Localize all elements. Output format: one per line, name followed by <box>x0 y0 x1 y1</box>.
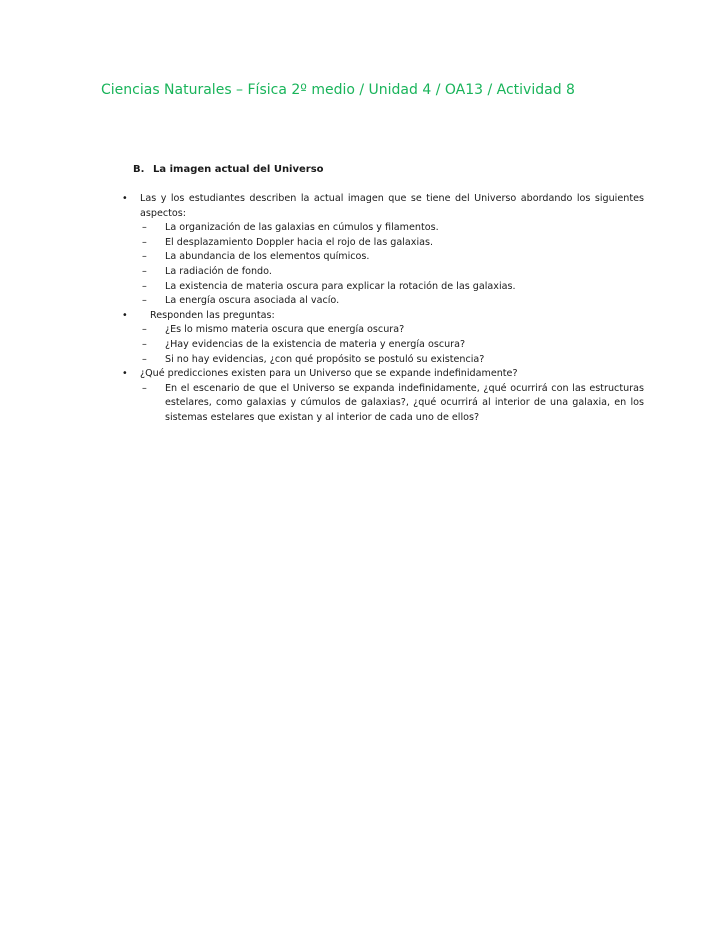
dash-icon: – <box>142 324 147 336</box>
sub-list-item: – ¿Es lo mismo materia oscura que energía oscura? <box>140 323 644 338</box>
bullet-icon: • <box>122 309 128 321</box>
sub-list-item: – La radiación de fondo. <box>140 265 644 280</box>
dash-icon: – <box>142 265 147 277</box>
dash-icon: – <box>142 338 147 350</box>
sub-list-item: – La abundancia de los elementos químicos. <box>140 250 644 265</box>
section-title: La imagen actual del Universo <box>153 164 324 175</box>
dash-icon: – <box>142 382 147 394</box>
activity-content <box>120 192 644 426</box>
dash-icon: – <box>142 280 147 292</box>
bullet-icon: • <box>122 368 128 380</box>
sub-list <box>140 382 644 426</box>
sub-list <box>140 323 644 367</box>
dash-icon: – <box>142 353 147 365</box>
bullet-text: ¿Qué predicciones existen para un Universo que se expande indefinidamente? <box>140 368 518 380</box>
sub-list-item: – La energía oscura asociada al vacío. <box>140 294 644 309</box>
section-heading <box>133 164 324 175</box>
sub-list-item: – En el escenario de que el Universo se expanda indefinidamente, ¿qué ocurrirá con las estructuras estelares, como galaxias y cúmulos de galaxias?, ¿qué ocurrirá al interior de una galaxia, en los sistemas estelares que existan y al interior de cada uno de ellos? <box>142 382 644 423</box>
section-number: B. <box>133 164 145 175</box>
bullet-item-aspects <box>120 192 644 309</box>
dash-icon: – <box>142 222 147 234</box>
bullet-item-questions <box>120 309 644 367</box>
sub-list-item: – La existencia de materia oscura para explicar la rotación de las galaxias. <box>140 280 644 295</box>
sub-list-item: – El desplazamiento Doppler hacia el rojo de las galaxias. <box>140 236 644 251</box>
page-header-title: Ciencias Naturales – Física 2º medio / Unidad 4 / OA13 / Actividad 8 <box>101 82 575 98</box>
bullet-text: Las y los estudiantes describen la actual imagen que se tiene del Universo abordando los siguientes aspectos: <box>140 193 644 219</box>
bullet-text: Responden las preguntas: <box>150 309 275 321</box>
bullet-icon: • <box>122 193 128 204</box>
bullet-item-predictions <box>120 367 644 425</box>
dash-icon: – <box>142 236 147 248</box>
sub-list-item: – ¿Hay evidencias de la existencia de materia y energía oscura? <box>140 338 644 353</box>
sub-list <box>140 221 644 309</box>
dash-icon: – <box>142 295 147 307</box>
sub-list-item: – Si no hay evidencias, ¿con qué propósito se postuló su existencia? <box>140 353 644 368</box>
dash-icon: – <box>142 251 147 263</box>
sub-list-item: – La organización de las galaxias en cúmulos y filamentos. <box>140 221 644 236</box>
